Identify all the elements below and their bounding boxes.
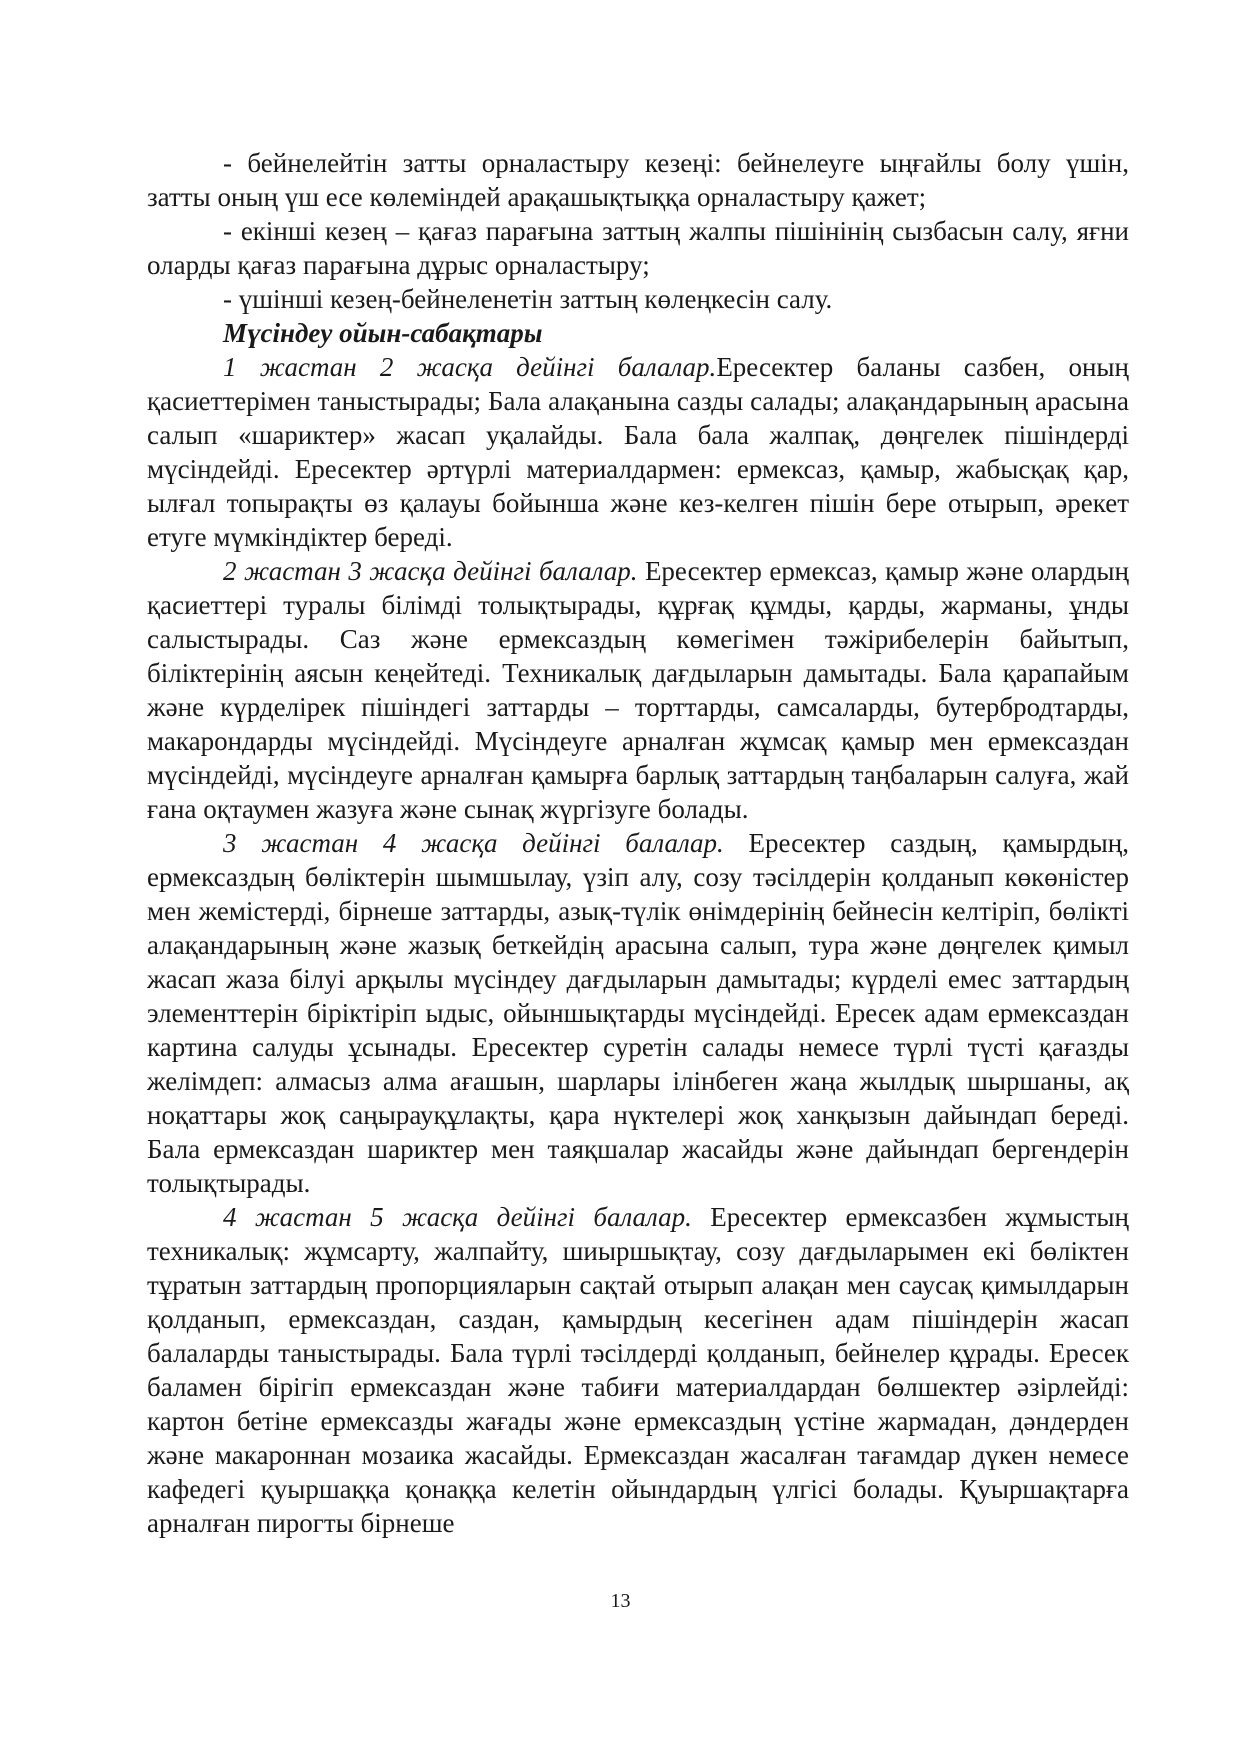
age-paragraph: [147, 350, 1129, 554]
age-paragraph: [147, 554, 1129, 826]
page-number: 13: [610, 1590, 631, 1612]
list-item: - екінші кезең – қағаз парағына заттың жалпы пішінінің сызбасын салу, яғни оларды қағаз парағына дұрыс орналастыру;: [147, 216, 1129, 280]
age-paragraph: [147, 826, 1129, 1200]
paragraph-text: Ересектер саздың, қамырдың, ермексаздың бөліктерін шымшылау, үзіп алу, созу тәсілдерін қолданып көкөністер мен жемістерді, бірнеше заттарды, азық-түлік өнімдерінің бейнесін келтіріп, бөлікті алақандарының және жазық беткейдің арасына салып, тура және дөңгелек қимыл жасап жаза білуі арқылы мүсіндеу дағдыларын дамытады; күрделі емес заттардың элементтерін біріктіріп ыдыс, ойыншықтарды мүсіндейді. Ересек адам ермексаздан картина салуды ұсынады. Ересектер суретін салады немесе түрлі түсті қағазды желімдеп: алмасыз алма ағашын, шарлары ілінбеген жаңа жылдық шыршаны, ақ ноқаттары жоқ саңырауқұлақты, қара нүктелері жоқ ханқызын дайындап береді. Бала ермексаздан шариктер мен таяқшалар жасайды және дайындап бергендерін толықтырады.: [147, 828, 1129, 1198]
paragraph-text: Ересектер ермексаз, қамыр және олардың қасиеттері туралы білімді толықтырады, құрғақ құмды, қарды, жарманы, ұнды салыстырады. Саз және ермексаздың көмегімен тәжірибелерін байытып, біліктерінің аясын кеңейтеді. Техникалық дағдыларын дамытады. Бала қарапайым және күрделірек пішіндегі заттарды – торттарды, самсаларды, бутербродтарды, макарондарды мүсіндейді. Мүсіндеуге арналған жұмсақ қамыр мен ермексаздан мүсіндейді, мүсіндеуге арналған қамырға барлық заттардың таңбаларын салуға, жай ғана оқтаумен жазуға және сынақ жүргізуге болады.: [147, 556, 1129, 824]
list-item: - бейнелейтін затты орналастыру кезеңі: бейнелеуге ыңғайлы болу үшін, затты оның үш есе көлеміндей арақашықтыққа орналастыру қажет;: [147, 148, 1129, 212]
age-paragraph: [147, 1200, 1129, 1540]
age-group-label: 4 жастан 5 жасқа дейінгі балалар.: [223, 1202, 692, 1232]
age-group-label: 2 жастан 3 жасқа дейінгі балалар.: [223, 556, 638, 586]
document-page: [147, 146, 1129, 1540]
age-group-label: 3 жастан 4 жасқа дейінгі балалар.: [223, 828, 724, 858]
list-item: - үшінші кезең-бейнеленетін заттың көлеңкесін салу.: [223, 284, 833, 314]
age-group-label: 1 жастан 2 жасқа дейінгі балалар.: [223, 352, 717, 382]
paragraph-text: Ересектер ермексазбен жұмыстың техникалық: жұмсарту, жалпайту, шиыршықтау, созу дағдыларымен екі бөліктен тұратын заттардың пропорцияларын сақтай отырып алақан мен саусақ қимылдарын қолданып, ермексаздан, саздан, қамырдың кесегінен адам пішіндерін жасап балаларды таныстырады. Бала түрлі тәсілдерді қолданып, бейнелер құрады. Ересек баламен бірігіп ермексаздан және табиғи материалдардан бөлшектер әзірлейді: картон бетіне ермексазды жағады және ермексаздың үстіне жармадан, дәндерден және макароннан мозаика жасайды. Ермексаздан жасалған тағамдар дүкен немесе кафедегі қуыршаққа қонаққа келетін ойындардың үлгісі болады. Қуыршақтарға арналған пирогты бірнеше: [147, 1202, 1129, 1538]
section-heading: Мүсіндеу ойын-сабақтары: [223, 318, 543, 348]
paragraph-text: Ересектер баланы сазбен, оның қасиеттерімен таныстырады; Бала алақанына сазды салады; алақандарының арасына салып «шариктер» жасап уқалайды. Бала бала жалпақ, дөңгелек пішіндерді мүсіндейді. Ересектер әртүрлі материалдармен: ермексаз, қамыр, жабысқақ қар, ылғал топырақты өз қалауы бойынша және кез-келген пішін бере отырып, әрекет етуге мүмкіндіктер береді.: [147, 352, 1129, 552]
